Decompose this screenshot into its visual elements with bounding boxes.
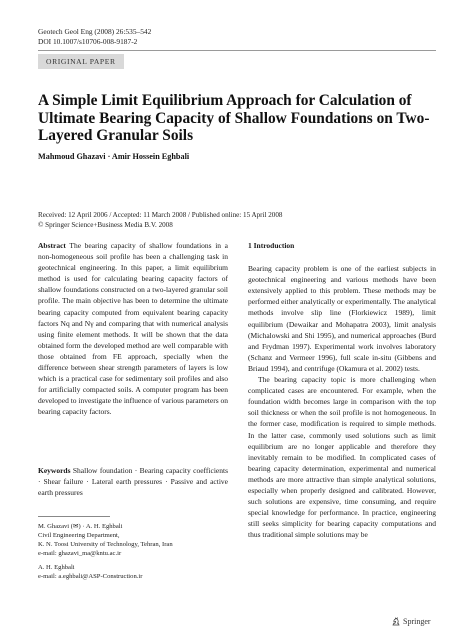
introduction-heading: 1 Introduction [248, 241, 295, 250]
paper-title: A Simple Limit Equilibrium Approach for Calculation of Ultimate Bearing Capacity of Shallow Foundations on Two-Layered Granular Soils [38, 92, 430, 145]
abstract-text: The bearing capacity of shallow foundations in a non-homogeneous soil profile has been a challenging task in geotechnical engineering. In this paper, a limit equilibrium method is used for calculating bearing capacity factors of shallow foundations constructed on a two-layered granular soil profile. The main objective has been to determine the ultimate bearing capacity computed from equivalent bearing capacity factors Nq and Nγ and comparing that with numerical analysis using finite element methods. It will be shown that the data obtained form the developed method are well comparable with those obtained from FE approach, specially when the difference between shear strength parameters of layers is low which is a practical case for sedimentary soil profiles and also for artificially compacted soils. A computer program has been developed to investigate the influence of various parameters on bearing capacity factors. [38, 241, 228, 417]
affiliation-2 [38, 563, 228, 581]
affiliation-1 [38, 522, 228, 558]
affiliation-1-institution: K. N. Toosi University of Technology, Tehran, Iran [38, 541, 173, 548]
springer-knight-icon [392, 617, 400, 626]
affiliation-1-email: e-mail: ghazavi_ma@kntu.ac.ir [38, 550, 122, 557]
abstract-heading: Abstract [38, 241, 66, 250]
publication-dates [38, 210, 436, 230]
paper-authors: Mahmoud Ghazavi · Amir Hossein Eghbali [38, 152, 190, 161]
dates-line: Received: 12 April 2006 / Accepted: 11 March 2008 / Published online: 15 April 2008 [38, 211, 283, 219]
affiliation-2-name: A. H. Eghbali [38, 564, 75, 571]
journal-line: Geotech Geol Eng (2008) 26:535–542 [38, 27, 152, 36]
introduction-paragraph-1: Bearing capacity problem is one of the earliest subjects in geotechnical engineering and various methods have been extensively applied to this problem. These methods may be performed either analytically or experimentally. The analytical methods involve slip line (Florkiewicz 1989), limit equilibrium (Dewaikar and Mohapatra 2003), limit analysis (Michalowski and Shi 1995), and numerical approaches (Burd and Frydman 1997). Experimental work involves laboratory (Schanz and Vermeer 1996), full scale in-situ (Gibbens and Briaud 1994), and centrifuge (Okamura et al. 2002) tests. [248, 264, 436, 373]
abstract [38, 240, 228, 418]
copyright-line: © Springer Science+Business Media B.V. 2008 [38, 221, 173, 229]
header-rule [38, 50, 436, 51]
affiliation-2-email: e-mail: a.eghbali@ASP-Construction.ir [38, 573, 143, 580]
publisher-logo [392, 617, 431, 626]
introduction-paragraph-2: The bearing capacity topic is more challenging when complicated cases are encountered. For example, when the foundation width becomes large in comparison with the top soil thickness or when the soil profile is not homogeneous. In the former case, modification is required to simple methods. In the latter case, commonly used solutions such as limit equilibrium are no longer applicable and therefore they inevitably remain to be modified. In complicated cases of bearing capacity determination, experimental and numerical methods are more attractive than simple analytical solutions, especially when properly designed and calibrated. However, such solutions are expensive, time consuming, and require special knowledge for performance. In practice, engineering still seeks simplicity for bearing capacity computations and thus traditional simple solutions may be [248, 375, 436, 540]
doi-line: DOI 10.1007/s10706-008-9187-2 [38, 37, 138, 46]
publisher-name: Springer [403, 617, 431, 626]
keywords [38, 465, 228, 498]
introduction [248, 240, 436, 540]
article-type-badge: ORIGINAL PAPER [38, 54, 124, 69]
journal-citation [38, 27, 151, 47]
keywords-text: Shallow foundation · Bearing capacity coefficients · Shear failure · Lateral earth pressures · Passive and active earth pressures [38, 466, 228, 497]
affiliation-1-dept: Civil Engineering Department, [38, 532, 120, 539]
keywords-heading: Keywords [38, 466, 71, 475]
footnote-rule [38, 516, 110, 517]
affiliation-1-name: M. Ghazavi (✉) · A. H. Eghbali [38, 523, 123, 530]
